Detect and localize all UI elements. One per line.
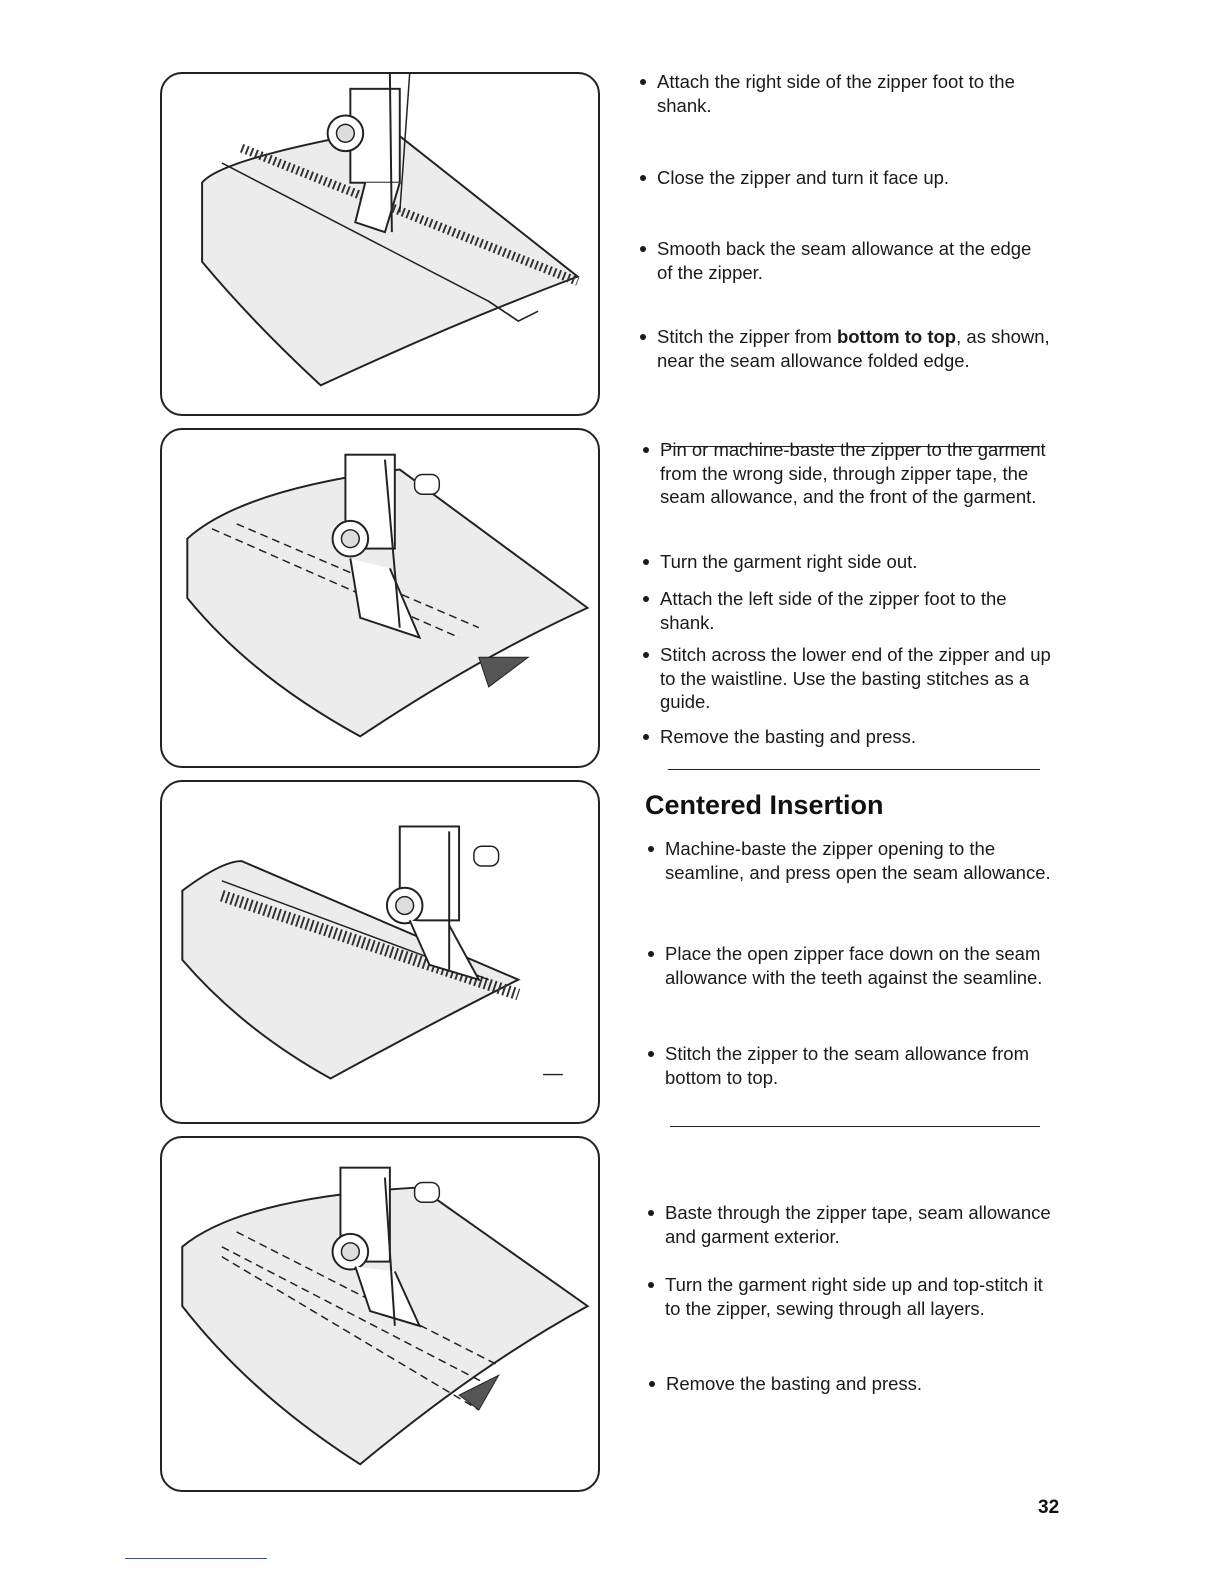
footer-link-underline (125, 1558, 267, 1559)
list-item: Turn the garment right side up and top-stitch it to the zipper, sewing through all layers. (648, 1273, 1058, 1320)
section-heading: Centered Insertion (645, 790, 884, 820)
sewing-machine-basting-illustration (162, 430, 598, 766)
stitch-text-prefix: Stitch the zipper from (657, 326, 837, 347)
list-item: Stitch across the lower end of the zipper and up to the waistline. Use the basting stitches as a guide. (643, 643, 1053, 714)
list-item: Remove the basting and press. (649, 1372, 1059, 1396)
stitch-text-bold: bottom to top (836, 326, 957, 347)
list-item: Attach the left side of the zipper foot to the shank. (643, 587, 1053, 634)
list-item: Attach the right side of the zipper foot to the shank. (640, 70, 1050, 117)
list-item: Turn the garment right side out. (643, 550, 1053, 574)
list-item: Baste through the zipper tape, seam allowance and garment exterior. (648, 1201, 1058, 1248)
illustration-topstitch-centered-zipper (160, 1136, 600, 1492)
list-item: Close the zipper and turn it face up. (640, 166, 1050, 190)
list-item: Smooth back the seam allowance at the edge of the zipper. (640, 237, 1050, 284)
sewing-machine-topstitch-illustration (162, 1138, 598, 1490)
page-number: 32 (1038, 1497, 1060, 1518)
stitch-text-suffix: , as shown, near the seam allowance folded edge. (657, 326, 1050, 371)
sewing-machine-zipper-foot-illustration (162, 74, 598, 414)
illustration-stitch-zipper-left (160, 428, 600, 768)
list-item: Stitch the zipper to the seam allowance from bottom to top. (648, 1042, 1058, 1089)
sewing-machine-centered-zipper-illustration (162, 782, 598, 1122)
section-divider (670, 1126, 1040, 1127)
illustration-centered-insertion-zipper (160, 780, 600, 1124)
list-item: Remove the basting and press. (643, 725, 1053, 749)
list-item: Pin or machine-baste the zipper to the garment from the wrong side, through zipper tape, the seam allowance, and the front of the garment. (643, 438, 1053, 509)
section-divider (668, 769, 1040, 770)
illustration-stitch-zipper-right (160, 72, 600, 416)
list-item (640, 325, 1050, 372)
list-item: Place the open zipper face down on the seam allowance with the teeth against the seamline. (648, 942, 1058, 989)
list-item: Machine-baste the zipper opening to the seamline, and press open the seam allowance. (648, 837, 1058, 884)
